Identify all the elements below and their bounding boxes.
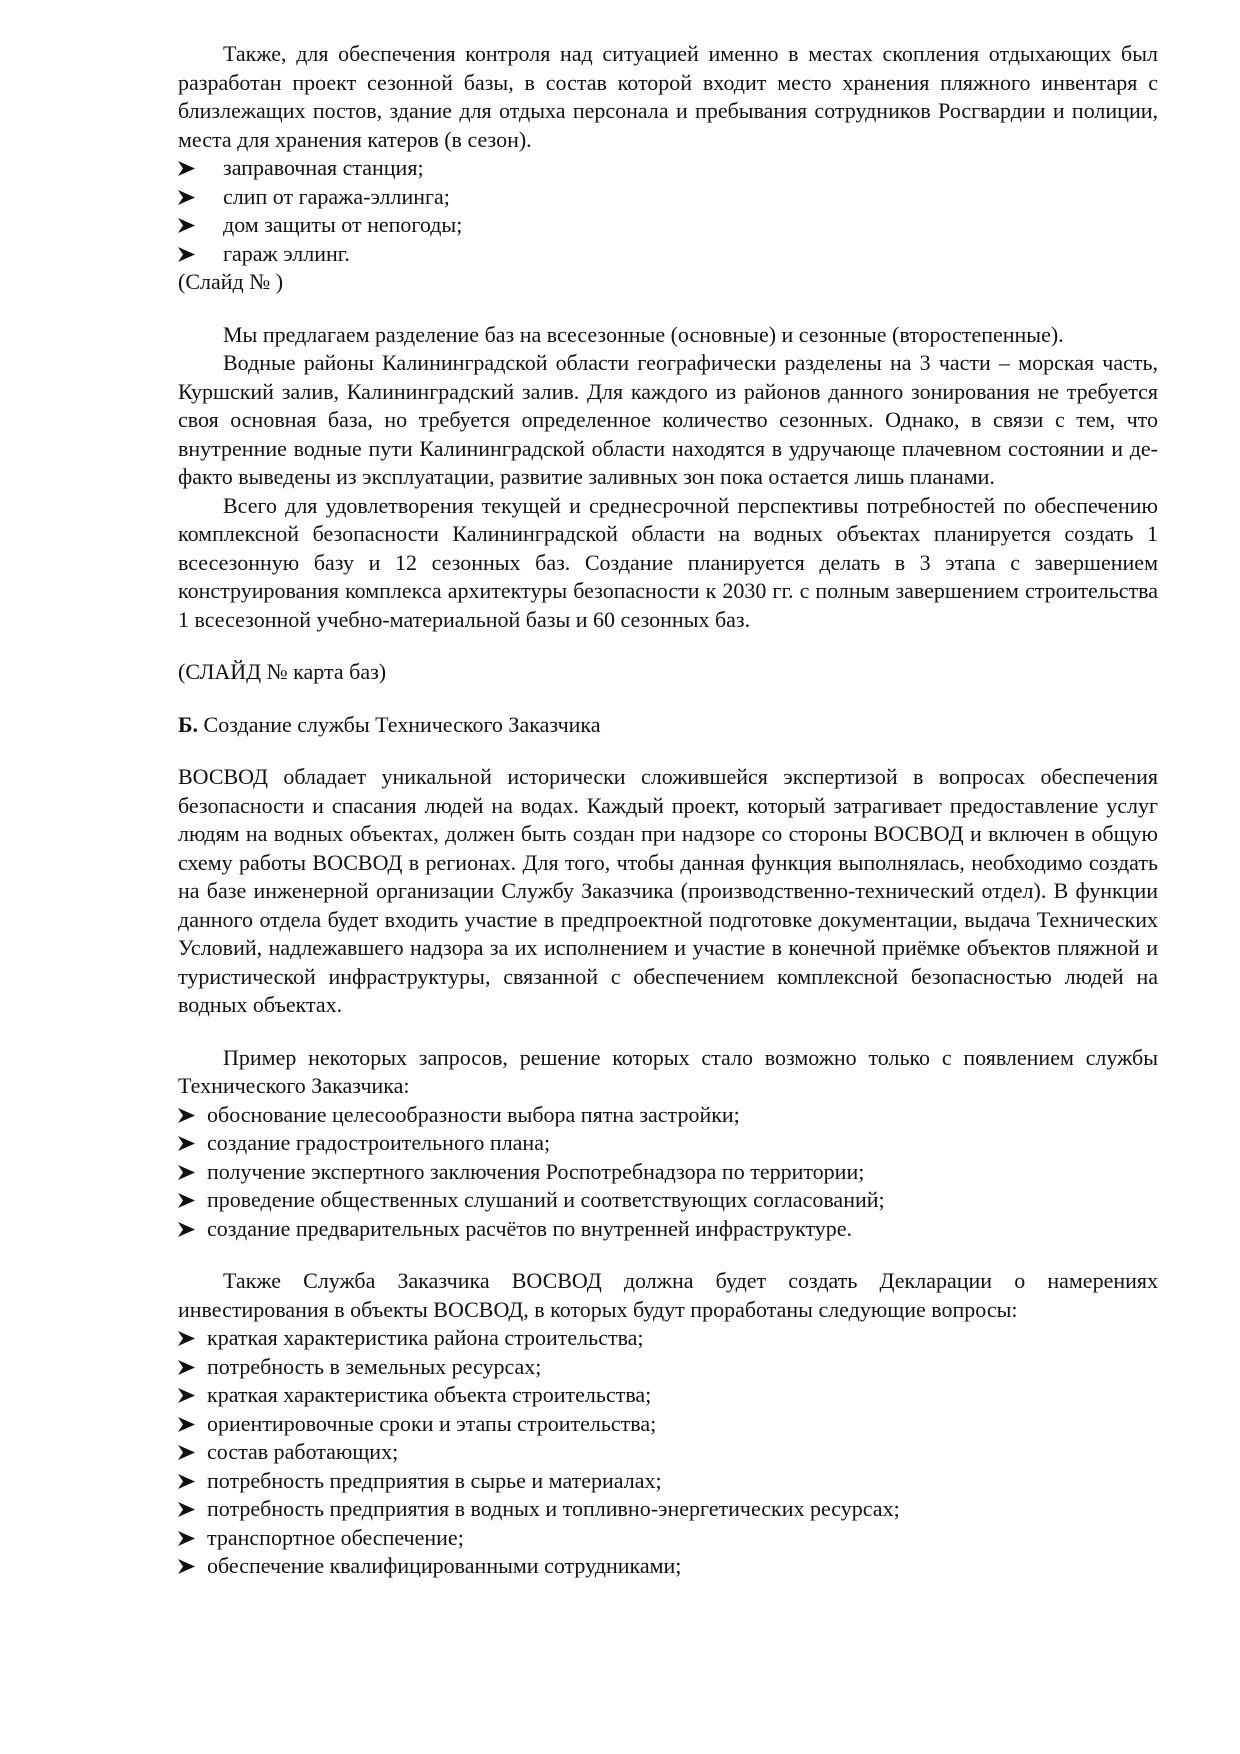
list-item: транспортное обеспечение; [178, 1524, 1158, 1553]
paragraph-water-regions: Водные районы Калининградской области географически разделены на 3 части – морская часть, Куршский залив, Калининградский залив. Для каждого из районов данного зонирования не требуется своя основная база, но требуется определенное количество сезонных. Однако, в связи с тем, что внутренние водные пути Калининградской области находятся в удручающе плачевном состоянии и де-факто выведены из эксплуатации, развитие заливных зон пока остается лишь планами. [178, 350, 1158, 489]
list-item: потребность в земельных ресурсах; [178, 1353, 1158, 1382]
arrowhead-bullet-icon [178, 1222, 195, 1237]
arrowhead-bullet-icon [178, 1417, 195, 1432]
arrowhead-bullet-icon [178, 1388, 195, 1403]
list-item: заправочная станция; [178, 154, 1158, 183]
list-item: состав работающих; [178, 1438, 1158, 1467]
list-item: потребность предприятия в сырье и материалах; [178, 1467, 1158, 1496]
arrowhead-bullet-icon [178, 1136, 195, 1151]
arrowhead-bullet-icon [178, 1445, 195, 1460]
list-item: дом защиты от непогоды; [178, 211, 1158, 240]
list-item: ориентировочные сроки и этапы строительства; [178, 1410, 1158, 1439]
list-requests [178, 1101, 1158, 1244]
arrowhead-bullet-icon [178, 1531, 195, 1546]
paragraph-declarations: Также Служба Заказчика ВОСВОД должна будет создать Декларации о намерениях инвестирования в объекты ВОСВОД, в которых будут проработаны следующие вопросы: [178, 1268, 1158, 1322]
paragraph-seasonal-base: Также, для обеспечения контроля над ситуацией именно в местах скопления отдыхающих был разработан проект сезонной базы, в состав которой входит место хранения пляжного инвентаря с близлежащих постов, здание для отдыха персонала и пребывания сотрудников Росгвардии и полиции, места для хранения катеров (в сезон). [178, 41, 1158, 152]
arrowhead-bullet-icon [178, 1559, 195, 1574]
list-item: потребность предприятия в водных и топливно-энергетических ресурсах; [178, 1495, 1158, 1524]
arrowhead-bullet-icon [178, 1193, 195, 1208]
arrowhead-bullet-icon [178, 1108, 195, 1123]
slide-note: (Слайд № ) [178, 269, 284, 294]
list-item: краткая характеристика объекта строительства; [178, 1381, 1158, 1410]
arrowhead-bullet-icon [178, 1331, 195, 1346]
arrowhead-bullet-icon [178, 161, 195, 176]
slide-note-map: (СЛАЙД № карта баз) [178, 659, 387, 684]
section-label: Б. [178, 711, 199, 737]
list-item: получение экспертного заключения Роспотребнадзора по территории; [178, 1158, 1158, 1187]
section-heading-b [178, 711, 1158, 740]
paragraph-base-division: Мы предлагаем разделение баз на всесезонные (основные) и сезонные (второстепенные). [223, 321, 1064, 347]
section-title: Создание службы Технического Заказчика [203, 711, 601, 737]
arrowhead-bullet-icon [178, 247, 195, 262]
list-item: создание градостроительного плана; [178, 1129, 1158, 1158]
list-item: создание предварительных расчётов по внутренней инфраструктуре. [178, 1215, 1158, 1244]
list-base-components [178, 154, 1158, 268]
paragraph-total-bases: Всего для удовлетворения текущей и среднесрочной перспективы потребностей по обеспечению комплексной безопасности Калининградской области на водных объектах планируется создать 1 всесезонную базу и 12 сезонных баз. Создание планируется делать в 3 этапа с завершением конструирования комплекса архитектуры безопасности к 2030 гг. с полным завершением строительства 1 всесезонной учебно-материальной базы и 60 сезонных баз. [178, 492, 1158, 632]
document-page [178, 40, 1158, 1581]
arrowhead-bullet-icon [178, 1502, 195, 1517]
list-item: краткая характеристика района строительства; [178, 1324, 1158, 1353]
paragraph-request-examples: Пример некоторых запросов, решение которых стало возможно только с появлением службы Технического Заказчика: [178, 1044, 1158, 1098]
arrowhead-bullet-icon [178, 218, 195, 233]
paragraph-vosvod-expertise: ВОСВОД обладает уникальной исторически сложившейся экспертизой в вопросах обеспечения безопасности и спасания людей на водах. Каждый проект, который затрагивает предоставление услуг людям на водных объектах, должен быть создан при надзоре со стороны ВОСВОД и включен в общую схему работы ВОСВОД в регионах. Для того, чтобы данная функция выполнялась, необходимо создать на базе инженерной организации Службу Заказчика (производственно-технический отдел). В функции данного отдела будет входить участие в предпроектной подготовке документации, выдача Технических Условий, надлежавшего надзора за их исполнением и участие в конечной приёмке объектов пляжной и туристической инфраструктуры, связанной с обеспечением комплексной безопасностью людей на водных объектах. [178, 764, 1158, 1017]
arrowhead-bullet-icon [178, 1474, 195, 1489]
arrowhead-bullet-icon [178, 1165, 195, 1180]
list-item: слип от гаража-эллинга; [178, 183, 1158, 212]
arrowhead-bullet-icon [178, 190, 195, 205]
list-item: обоснование целесообразности выбора пятна застройки; [178, 1101, 1158, 1130]
list-declaration-questions [178, 1324, 1158, 1581]
arrowhead-bullet-icon [178, 1360, 195, 1375]
list-item: проведение общественных слушаний и соответствующих согласований; [178, 1186, 1158, 1215]
list-item: обеспечение квалифицированными сотрудниками; [178, 1552, 1158, 1581]
list-item: гараж эллинг. [178, 240, 1158, 269]
